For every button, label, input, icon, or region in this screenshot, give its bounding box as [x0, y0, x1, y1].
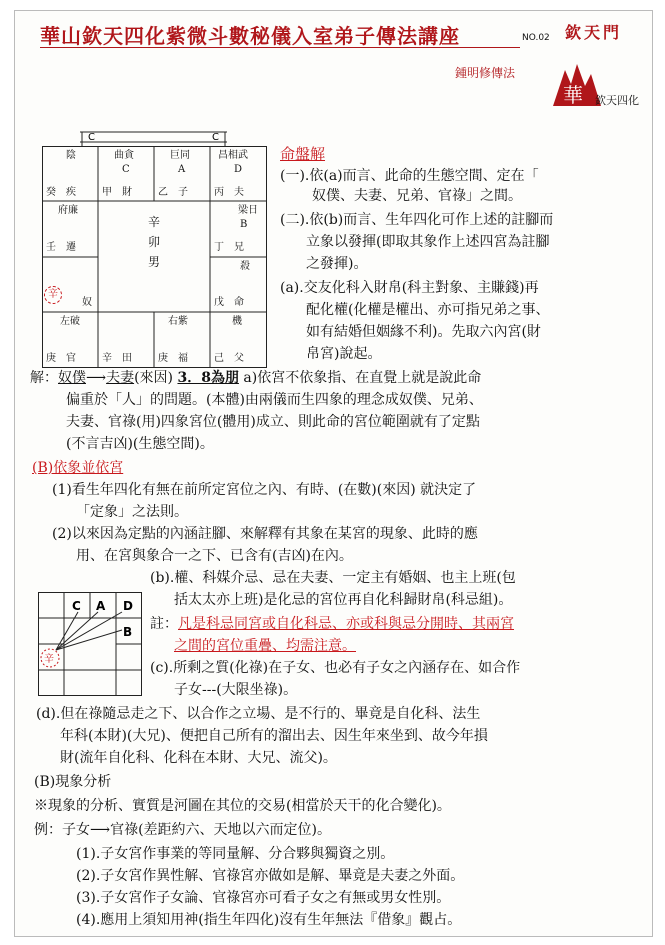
section-b-line: 「定象」之法則。 [76, 504, 188, 520]
svg-text:欽天四化: 欽天四化 [595, 94, 639, 107]
explain-line: 帛宮)說起。 [306, 346, 382, 362]
small-chart [38, 592, 142, 696]
title-underline [40, 47, 520, 48]
svg-text:B: B [123, 625, 133, 639]
analysis-heading: (B)現象分析 [34, 774, 112, 790]
middle-line: (c).所剩之質(化祿)在子女、也必有子女之內涵存在、如合作 [150, 660, 521, 676]
right-arrow-icon: ⟶ [86, 370, 107, 386]
cell-r2-stars: 梁日 [238, 205, 258, 216]
cell-b3-palace: 庚 福 [158, 353, 188, 364]
cell-br-stars: 機 [232, 316, 242, 327]
chart-explain-heading: 命盤解 [280, 145, 326, 163]
svg-text:C: C [72, 599, 81, 613]
cell-r3-palace: 戊 命 [214, 297, 244, 308]
cell-b2-palace: 辛 田 [102, 353, 132, 364]
destiny-chart [42, 132, 267, 368]
svg-text:華: 華 [563, 83, 583, 107]
cell-b3-stars: 右紫 [168, 316, 188, 327]
middle-line: 子女---(大限坐祿)。 [174, 682, 298, 698]
cell-tr-mark: D [234, 164, 243, 175]
solution-line: 偏重於「人」的問題。(本體)由兩儀而生四象的理念成奴僕、兄弟、 [66, 392, 483, 408]
cell-bl-palace: 庚 官 [46, 353, 76, 364]
explain-line: (一).依(a)而言、此命的生態空間、定在「 [280, 168, 539, 184]
explain-line: 如有結婚但姻緣不利)。先取六內宮(財 [306, 324, 541, 340]
cell-l2-palace: 壬 遷 [46, 242, 76, 253]
d-line: (d).但在祿隨忌走之下、以合作之立場、是不行的、畢竟是自化科、法生 [36, 706, 481, 722]
cell-t3-mark: A [178, 164, 186, 175]
solution-rest: a)依宮不依象指、在直覺上就是說此命 [243, 370, 482, 386]
page-title: 華山欽天四化紫微斗數秘儀入室弟子傳法講座 [40, 24, 460, 48]
org-name: 欽天門 [565, 23, 623, 42]
solution-line: 夫妻、官祿(用)四象宮位(體用)成立、則此命的宮位範圍就有了定點 [66, 414, 480, 430]
note-line-1 [150, 614, 514, 634]
cell-l3-circled-char: 辛 [44, 286, 62, 304]
right-arrow-icon: ⟶ [90, 822, 111, 838]
section-b-line: (1)看生年四化有無在前所定宮位之內、有時、(在數)(來因) 就決定了 [52, 482, 477, 498]
author-line: 鍾明修傳法 [455, 66, 516, 80]
cell-br-palace: 己 父 [214, 353, 244, 364]
logo-mountain-icon [545, 56, 640, 112]
analysis-item: (4).應用上須知用神(指生年四化)沒有生年無法『借象』觀占。 [76, 912, 462, 928]
svg-text:D: D [123, 599, 133, 613]
explain-line: 立象以發揮(即取其象作上述四宮為註腳 [306, 234, 550, 250]
solution-to: 夫妻 [106, 370, 135, 386]
cell-t3-palace: 乙 子 [158, 187, 188, 198]
cell-r2-palace: 丁 兄 [214, 242, 244, 253]
small-chart-lines [38, 592, 142, 696]
note-label: 註： [150, 616, 178, 632]
solution-cause: (來因) [134, 370, 174, 386]
svg-text:A: A [96, 599, 106, 613]
cell-r2-mark: B [240, 219, 248, 230]
explain-line: (二).依(b)而言、生年四化可作上述的註腳而 [280, 212, 554, 228]
explain-line: (a).交友化科入財帛(科主對象、主賺錢)再 [280, 280, 539, 296]
svg-text:C: C [88, 132, 95, 143]
explain-line: 之發揮)。 [306, 256, 368, 272]
example-label: 例：子女 [34, 822, 90, 838]
note-text: 之間的宮位重疊、均需注意。 [174, 638, 356, 654]
section-b-line: 用、在宮與象合一之下、已含有(吉凶)在內。 [76, 548, 353, 564]
solution-line: (不言吉凶)(生態空間)。 [66, 436, 214, 452]
logo [545, 56, 640, 112]
note-text: 凡是科忌同宮或自化科忌、亦或科與忌分開時、其兩宮 [178, 616, 514, 632]
cell-tl-palace: 癸 疾 [46, 187, 76, 198]
middle-line: (b).權、科媒介忌、忌在夫妻、一定主有婚姻、也主上班(包 [150, 570, 516, 586]
cell-t3-stars: 巨同 [170, 150, 190, 161]
explain-line: 奴僕、夫妻、兄弟、官祿」之間。 [312, 188, 522, 204]
cell-l2-stars: 府廉 [58, 205, 78, 216]
d-line: 財(流年自化科、化科在本財、大兄、流父)。 [60, 750, 337, 766]
cell-l3-palace: 奴 [82, 297, 92, 308]
solution-line-1 [30, 368, 481, 388]
issue-number: NO.02 [522, 33, 550, 43]
explain-line: 配化權(化權是權出、亦可指兄弟之事、 [306, 302, 550, 318]
center-stem: 辛 [147, 215, 160, 229]
analysis-item: (2).子女宮作異性解、官祿宮亦做如是解、畢竟是夫妻之外面。 [76, 868, 465, 884]
analysis-item: (1).子女宮作事業的等同量解、分合夥與獨資之別。 [76, 846, 395, 862]
chart-center [142, 212, 166, 272]
section-b-line: (2)以來因為定點的內涵註腳、來解釋有其象在某宮的現象、此時的應 [52, 526, 478, 542]
solution-numbers: 3．8為朋 [177, 370, 239, 386]
center-gender: 男 [147, 255, 160, 269]
svg-text:C: C [212, 132, 219, 143]
cell-tr-palace: 丙 夫 [214, 187, 244, 198]
cell-tr-stars: 昌相武 [218, 150, 248, 161]
cell-tl-stars: 陰 [66, 150, 76, 161]
cell-t2-stars: 曲貪 [114, 150, 134, 161]
solution-from: 奴僕 [58, 370, 86, 386]
cell-bl-stars: 左破 [60, 316, 80, 327]
middle-line: 括太太亦上班)是化忌的宮位再自化科歸財帛(科忌組)。 [174, 592, 513, 608]
d-line: 年科(本財)(大兄)、便把自己所有的溜出去、因生年來坐到、故今年損 [60, 728, 488, 744]
cell-t2-palace: 甲 財 [102, 187, 132, 198]
center-branch: 卯 [147, 235, 160, 249]
chart-top-arrows [42, 128, 267, 148]
solution-label: 解： [30, 370, 58, 386]
example-rest: 官祿(差距約六、天地以六而定位)。 [110, 822, 332, 838]
analysis-intro: ※現象的分析、實質是河圖在其位的交易(相當於天干的化合變化)。 [34, 798, 451, 814]
section-b-heading: (B)依象並依宮 [32, 460, 124, 476]
analysis-item: (3).子女宮作子女論、官祿宮亦可看子女之有無或男女性別。 [76, 890, 451, 906]
cell-t2-mark: C [122, 164, 130, 175]
cell-r3-stars: 殺 [240, 261, 250, 272]
svg-text:辛: 辛 [44, 654, 54, 665]
analysis-example [34, 820, 331, 840]
